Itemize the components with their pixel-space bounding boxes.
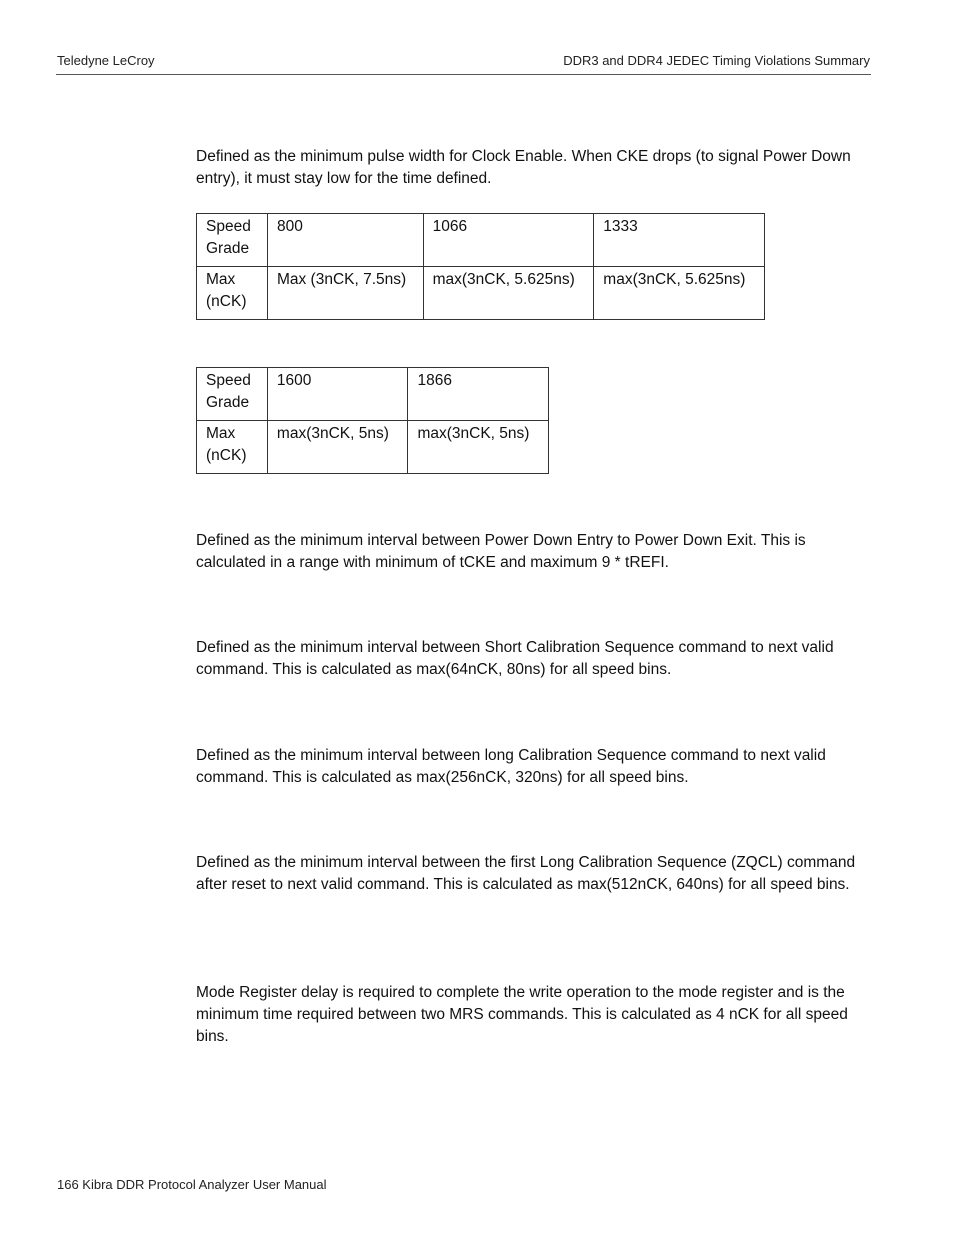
table-cell: 1600 — [267, 368, 408, 421]
header-rule — [56, 74, 871, 75]
paragraph-tmrd: Mode Register delay is required to complete the write operation to the mode register and is the minimum time required between two MRS commands. This is calculated as 4 nCK for all speed bins. — [196, 984, 848, 1045]
table-cell: 1066 — [423, 214, 594, 267]
table-cell: max(3nCK, 5.625ns) — [423, 267, 594, 320]
table-cell: Max (nCK) — [197, 421, 268, 474]
header-section-title: DDR3 and DDR4 JEDEC Timing Violations Summary — [563, 53, 870, 68]
paragraph-tcke: Defined as the minimum pulse width for Clock Enable. When CKE drops (to signal Power Down entry), it must stay low for the time defined. — [196, 148, 851, 187]
table-cell: Speed Grade — [197, 214, 268, 267]
table-cell: 1333 — [594, 214, 765, 267]
speed-grade-table-1 — [196, 213, 765, 320]
table-cell: Max (3nCK, 7.5ns) — [267, 267, 423, 320]
page-footer: 166 Kibra DDR Protocol Analyzer User Manual — [57, 1177, 327, 1192]
table-row — [197, 267, 765, 320]
header-company: Teledyne LeCroy — [57, 53, 155, 68]
paragraph-tzqoper: Defined as the minimum interval between long Calibration Sequence command to next valid command. This is calculated as max(256nCK, 320ns) for all speed bins. — [196, 747, 826, 786]
paragraph-tzqinit: Defined as the minimum interval between the first Long Calibration Sequence (ZQCL) command after reset to next valid command. This is calculated as max(512nCK, 640ns) for all speed bins. — [196, 854, 856, 893]
table-row — [197, 421, 549, 474]
table-cell: 800 — [267, 214, 423, 267]
table-cell: max(3nCK, 5ns) — [408, 421, 549, 474]
speed-grade-table-2 — [196, 367, 549, 474]
table-cell: Max (nCK) — [197, 267, 268, 320]
table-cell: Speed Grade — [197, 368, 268, 421]
paragraph-tpd: Defined as the minimum interval between Power Down Entry to Power Down Exit. This is calculated in a range with minimum of tCKE and maximum 9 * tREFI. — [196, 532, 806, 571]
table-row — [197, 214, 765, 267]
table-row — [197, 368, 549, 421]
table-cell: max(3nCK, 5.625ns) — [594, 267, 765, 320]
paragraph-tzqcs: Defined as the minimum interval between Short Calibration Sequence command to next valid command. This is calculated as max(64nCK, 80ns) for all speed bins. — [196, 639, 834, 678]
table-cell: 1866 — [408, 368, 549, 421]
table-cell: max(3nCK, 5ns) — [267, 421, 408, 474]
